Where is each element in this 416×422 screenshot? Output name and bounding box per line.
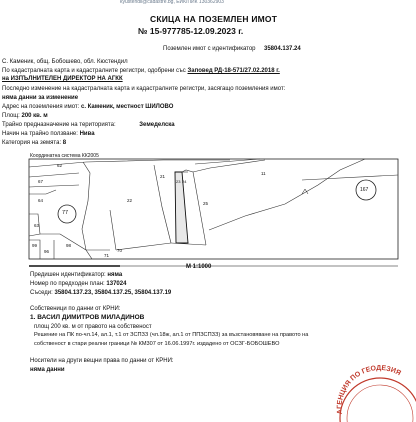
usage-value: Нива <box>79 131 95 137</box>
parcel-label-21: 21 <box>160 174 166 179</box>
plan-number-line <box>30 281 126 287</box>
parcel-label-71: 71 <box>104 253 110 258</box>
owner-doc-line-1: Решение на ПК по-чл.14, ал.1, т.1 от ЗСПЗЗ (чл.18ж, ал.1 от ППЗСПЗЗ) за възстановяване на правото на <box>34 332 309 338</box>
parcel-label-70: 70 <box>117 248 123 253</box>
map-scale: М 1:1000 <box>186 264 212 270</box>
last-amendment-value: няма данни за изменение <box>2 95 79 101</box>
usage-label: Начин на трайно ползване: <box>2 131 78 137</box>
category-label: Категория на земята: <box>2 140 62 146</box>
svg-text:АГЕНЦИЯ ПО ГЕОДЕЗИЯ <box>336 365 401 415</box>
prev-id-label: Предишен идентификатор: <box>30 272 106 278</box>
parcel-label-22: 22 <box>127 198 133 203</box>
territory-label: Трайно предназначение на територията: <box>2 122 116 128</box>
owners-heading: Собственици по данни от КРНИ: <box>30 306 121 312</box>
identifier-label: Поземлен имот с идентификатор <box>163 46 256 52</box>
parcel-boundaries <box>29 159 398 259</box>
parcel-label-23: 23 <box>176 179 181 184</box>
map-basis-text: По кадастралната карта и кадастралните регистри, одобрени със <box>2 68 186 74</box>
last-amendment-text: Последно изменение на кадастралната карта и кадастралните регистри, засягащо поземления имот: <box>2 86 286 92</box>
plan-number-label: Номер по предходен план: <box>30 281 105 287</box>
parcel-label-99: 99 <box>32 243 38 248</box>
plan-number-value: 137024 <box>106 281 127 287</box>
parcel-label-11: 11 <box>261 171 266 176</box>
area-label: Площ: <box>2 113 20 119</box>
parcel-label-25: 25 <box>203 201 209 206</box>
prev-id-line <box>30 272 122 278</box>
parcel-label-64: 64 <box>38 198 44 203</box>
parcel-label-24: 24 <box>182 179 187 184</box>
parcel-label-67: 67 <box>38 179 44 184</box>
parcel-label-96: 96 <box>44 249 50 254</box>
owner-share: площ 200 кв. м от правото на собственост <box>34 324 152 330</box>
agency-contact-line: kyustendil@cadastre.bg, ЕИК/ПИК 130362903 <box>120 0 224 5</box>
neighbours-value: 35804.137.23, 35804.137.25, 35804.137.19 <box>54 290 172 296</box>
coord-system: Координатна система КК2005 <box>30 153 99 159</box>
document-number: № 15-977785-12.09.2023 г. <box>138 26 244 36</box>
location-line: С. Каменик, общ. Бобошево, обл. Кюстендил <box>2 59 128 65</box>
parcel-label-77: 77 <box>62 210 69 216</box>
parcel-label-62: 62 <box>57 163 63 168</box>
address-label: Адрес на поземления имот: <box>2 104 80 110</box>
parcel-label-63: 63 <box>34 223 40 228</box>
identifier-value: 35804.137.24 <box>264 46 301 52</box>
category-value: 8 <box>62 140 67 146</box>
director-line: на ИЗПЪЛНИТЕЛЕН ДИРЕКТОР НА АГКК <box>2 76 123 82</box>
area-value: 200 кв. м <box>21 113 48 119</box>
map-basis-order: Заповед РД-18-571/27.02.2018 г. <box>187 68 280 74</box>
other-rights-heading: Носители на други вещни права по данни от КРНИ: <box>30 358 174 364</box>
document-title: СКИЦА НА ПОЗЕМЛЕН ИМОТ <box>150 14 278 24</box>
agency-stamp <box>334 362 416 422</box>
stamp-text: АГЕНЦИЯ ПО ГЕОДЕЗИЯ <box>336 364 402 415</box>
neighbours-line <box>30 290 171 296</box>
parcel-label-167: 167 <box>360 187 369 193</box>
prev-id-value: няма <box>107 272 123 278</box>
address-value: с. Каменик, местност ШИЛОВО <box>81 104 174 110</box>
parcel-label-98: 98 <box>66 243 72 248</box>
owner-name: 1. ВАСИЛ ДИМИТРОВ МИЛАДИНОВ <box>30 314 145 321</box>
neighbours-label: Съседи: <box>30 290 53 296</box>
owner-doc-line-2: собственост в стари реални граници № КМ307 от 16.06.1997г. издадено от ОСЗГ-БОБОШЕВО <box>34 341 280 347</box>
other-rights-value: няма данни <box>30 367 65 373</box>
territory-value: Земеделска <box>139 122 175 128</box>
